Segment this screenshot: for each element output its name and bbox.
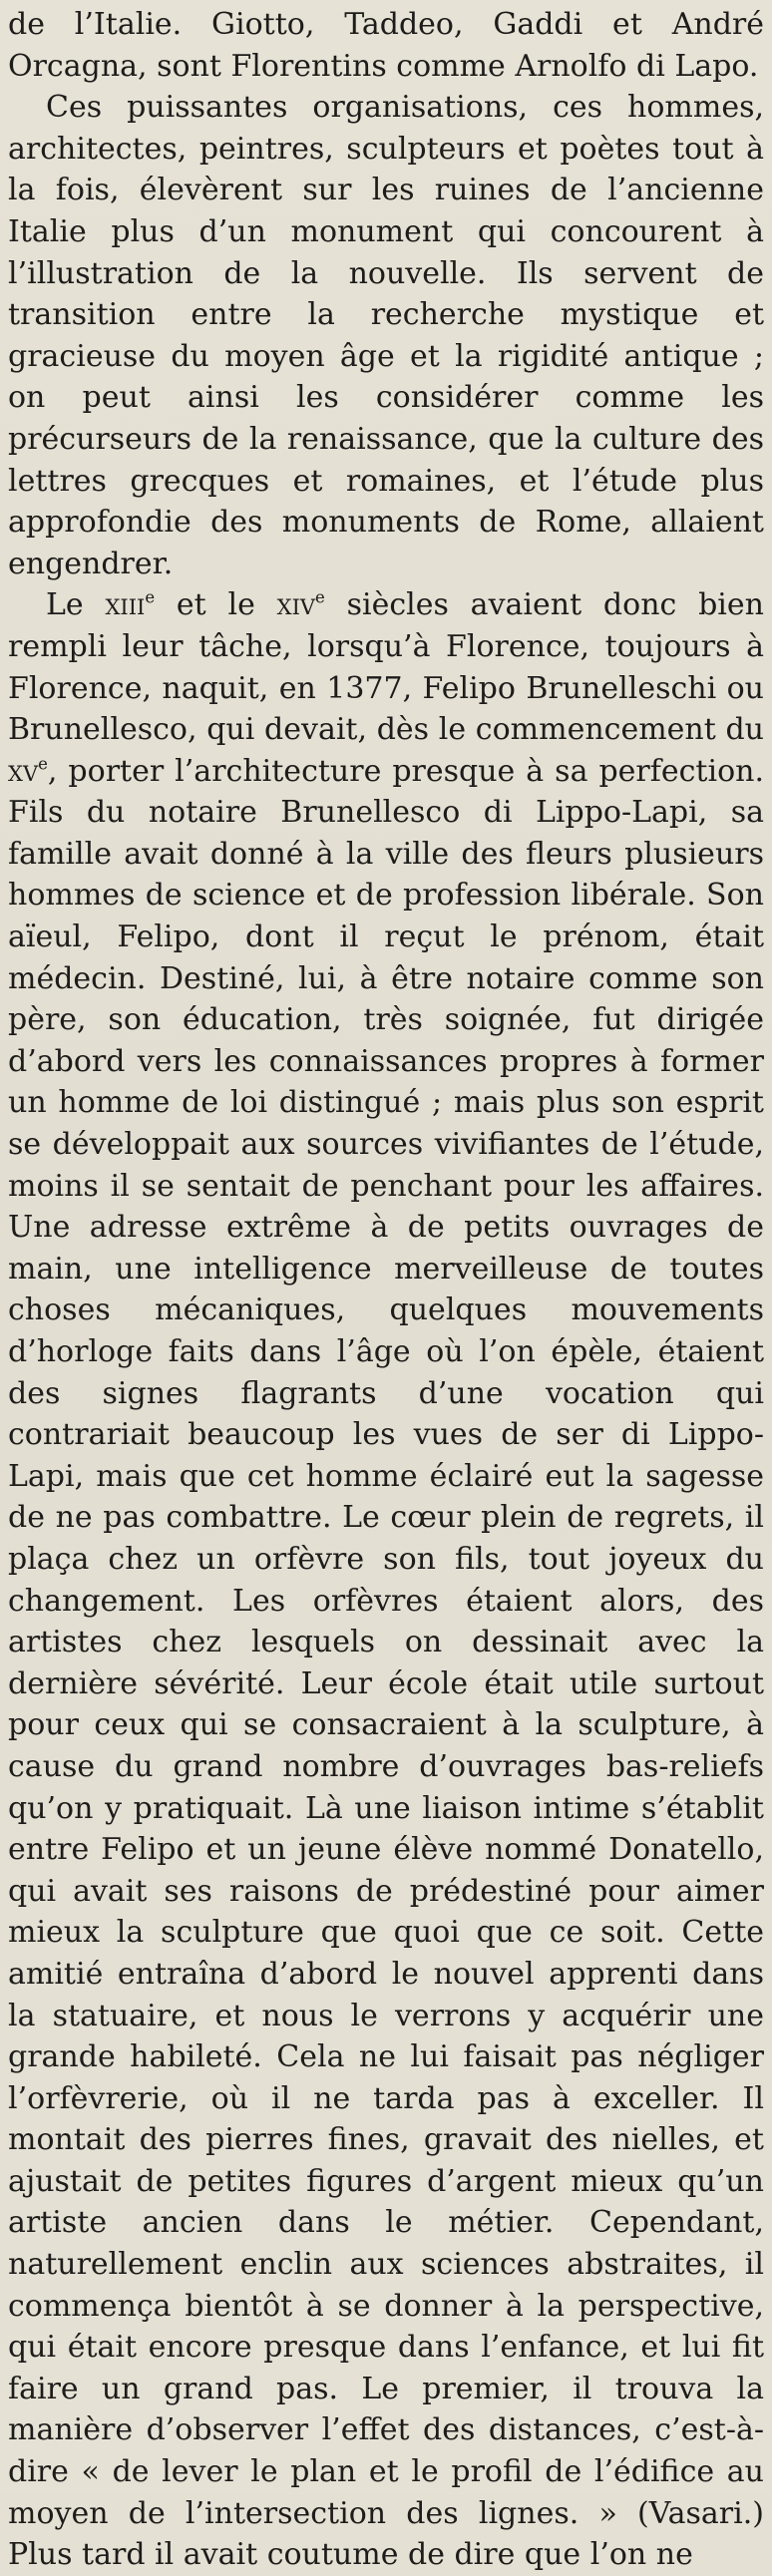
text-run: , porter l’architecture presque à sa perfection. Fils du notaire Brunellesco di Lippo-Lapi, sa famille avait donné à la ville des fleurs plusieurs hommes de science et de profession libérale. Son aïeul, Felipo, dont il reçut le prénom, était médecin. Destiné, lui, à être notaire comme son père, son éducation, très soignée, fut dirigée d’abord vers les connaissances propres à former un homme de loi distingué ; mais plus son esprit se développait aux sources vivifiantes de l’étude, moins il se sentait de penchant pour les affaires. Une adresse extrême à de petits ouvrages de main, une intelligence merveilleuse de toutes choses mécaniques, quelques mouvements d’horloge faits dans l’âge où l’on épèle, étaient des signes flagrants d’une vocation qui contrariait beaucoup les vues de ser di Lippo-Lapi, mais que cet homme éclairé eut la sagesse de ne pas combattre. Le cœur plein de regrets, il plaça chez un orfèvre son fils, tout joyeux du changement. Les orfèvres étaient alors, des artistes chez lesquels on dessinait avec la dernière sévérité. Leur école était utile surtout pour ceux qui se consacraient à la sculpture, à cause du grand nombre d’ouvrages bas-reliefs qu’on y pratiquait. Là une liaison intime s’établit entre Felipo et un jeune élève nommé Donatello, qui avait ses raisons de prédestiné pour aimer mieux la sculpture que quoi que ce soit. Cette amitié entraîna d’abord le nouvel apprenti dans la statuaire, et nous le verrons y acquérir une grande habileté. Cela ne lui faisait pas négliger l’orfèvrerie, où il ne tarda pas à exceller. Il montait des pierres fines, gravait des nielles, et ajustait de petites figures d’argent mieux qu’un artiste ancien dans le métier. Cependant, naturellement enclin aux sciences abstraites, il commença bientôt à se donner à la perspective, qui était encore presque dans l’enfance, et lui fit faire un grand pas. Le premier, il trouva la manière d’observer l’effet des distances, c’est-à-dire « de lever le plan et le profil de l’édifice au moyen de l’intersection des lignes. » (Vasari.) Plus tard il avait coutume de dire que l’on ne [8, 753, 764, 2573]
text-run: Le [46, 587, 106, 623]
text-run: et le [155, 587, 277, 623]
text-run: siècles avaient donc bien rempli leur tâche, lorsqu’à Florence, toujours à Florence, naquit, en 1377, Felipo Brunelleschi ou Brunellesco, qui devait, dès le commencement du [8, 587, 764, 748]
text-run: Ces puissantes organisations, ces hommes, architectes, peintres, sculpteurs et poètes tout à la fois, élevèrent sur les ruines de l’ancienne Italie plus d’un monument qui concourent à l’illustration de la nouvelle. Ils servent de transition entre la recherche mystique et gracieuse du moyen âge et la rigidité antique ; on peut ainsi les considérer comme les précurseurs de la renaissance, que la culture des lettres grecques et romaines, et l’étude plus approfondie des monuments de Rome, allaient engendrer. [8, 90, 764, 581]
ordinal-superscript: e [38, 754, 48, 774]
text-body [8, 4, 764, 2576]
paragraph [8, 4, 764, 87]
century-numeral: xiv [276, 587, 316, 623]
ordinal-superscript: e [315, 587, 325, 607]
ordinal-superscript: e [145, 587, 156, 607]
paragraph [8, 584, 764, 2576]
paragraph [8, 87, 764, 584]
century-numeral: xv [8, 753, 39, 789]
text-run: de l’Italie. Giotto, Taddeo, Gaddi et André Orcagna, sont Florentins comme Arnolfo di Lapo. [8, 7, 764, 84]
century-numeral: xiii [105, 587, 146, 623]
